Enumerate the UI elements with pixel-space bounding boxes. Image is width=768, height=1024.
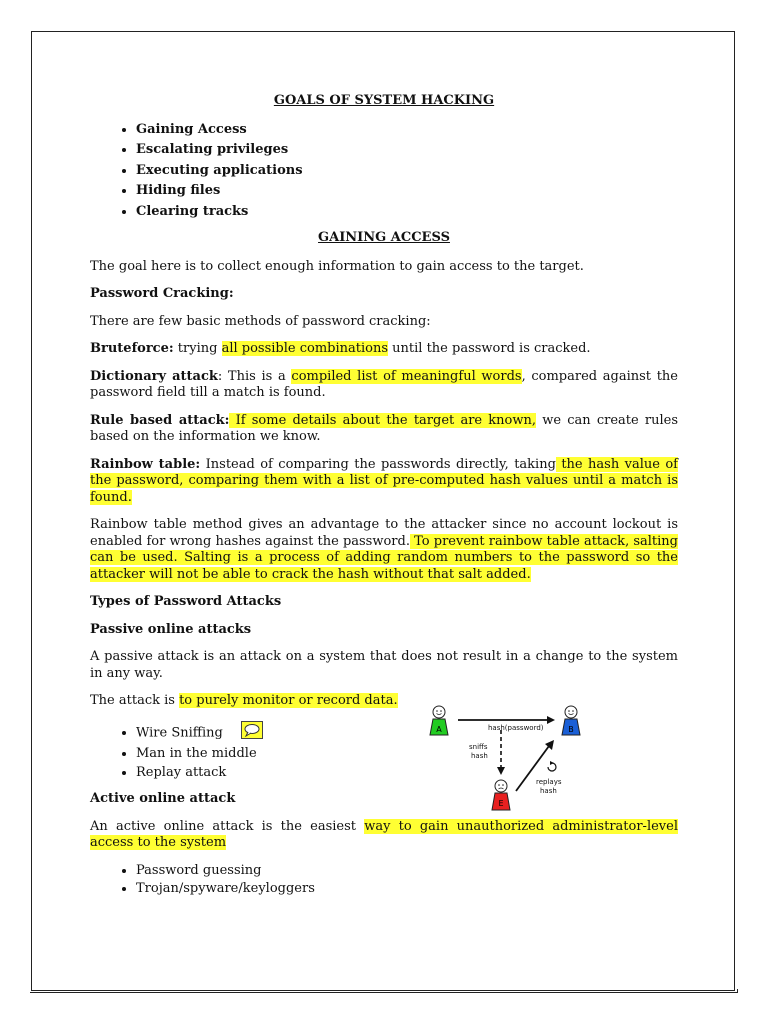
comment-icon[interactable] — [241, 721, 263, 745]
text-span: : This is a — [217, 368, 292, 384]
replays-label-hash: hash — [540, 787, 557, 795]
passive-heading: Passive online attacks — [90, 621, 252, 637]
node-e — [492, 780, 510, 810]
list-item: • Trojan/spyware/keyloggers — [136, 881, 678, 898]
arrowhead — [547, 716, 555, 724]
active-heading: Active online attack — [90, 791, 236, 806]
text-span: , compared against the password field till a match is found. — [90, 368, 678, 400]
node-e-label: E — [498, 799, 504, 808]
replay-icon-head — [550, 761, 554, 765]
types-heading: Types of Password Attacks — [90, 594, 282, 609]
pw-cracking-heading: Password Cracking: — [90, 286, 234, 301]
passive-desc: A passive attack is an attack on a system that does not result in a change to the system in any way. — [90, 649, 678, 681]
sniffs-label-hash: hash — [471, 752, 488, 760]
highlight: If some details about the target are known, — [229, 412, 537, 428]
text-span: The attack is — [90, 693, 180, 708]
highlight: compiled list of meaningful words — [291, 368, 522, 384]
node-a — [430, 706, 448, 735]
list-item: • Password guessing — [136, 863, 678, 880]
page-border-shadow — [30, 989, 738, 993]
replays-label: replays — [536, 778, 562, 786]
section-title: GAINING ACCESS — [318, 230, 450, 245]
highlight: the hash value of the password, comparing them with a list of pre-computed hash values until a match is found. — [90, 456, 678, 505]
bruteforce-label: Bruteforce: — [90, 341, 174, 356]
replay-icon — [548, 763, 556, 771]
goals-list — [90, 122, 678, 221]
active-desc — [90, 819, 678, 852]
list-item: • Replay attack — [136, 765, 678, 782]
text-span: we can create rules based on the information we know. — [90, 412, 678, 444]
list-item: • Gaining Access — [136, 122, 678, 139]
text-span: Instead of comparing the passwords directly, taking — [200, 456, 556, 472]
doc-title: GOALS OF SYSTEM HACKING — [273, 93, 495, 108]
rainbow-paragraph — [90, 457, 678, 507]
replay-attack-diagram — [424, 703, 590, 817]
intro-paragraph: The goal here is to collect enough information to gain access to the target. — [90, 258, 584, 274]
highlight: way to gain unauthorized administrator-level access to the system — [90, 818, 678, 850]
active-list — [90, 863, 678, 898]
dictionary-paragraph — [90, 369, 678, 402]
arrow-label: hash(password) — [488, 724, 544, 732]
dictionary-label: Dictionary attack — [90, 368, 218, 384]
text-span: Rainbow table method gives an advantage to the attacker since no account lockout is enabled for wrong hashes against the password. — [90, 517, 678, 549]
node-b-label: B — [568, 725, 574, 734]
list-item: • Hiding files — [136, 183, 678, 200]
pw-methods-paragraph: There are few basic methods of password cracking: — [90, 313, 431, 329]
node-b — [562, 706, 580, 735]
list-item: • Clearing tracks — [136, 204, 678, 221]
sniffs-label: sniffs — [469, 743, 488, 751]
list-item: • Executing applications — [136, 163, 678, 180]
text-span: trying — [173, 341, 222, 356]
text-span: until the password is cracked. — [388, 341, 591, 356]
list-item: • Man in the middle — [136, 746, 678, 763]
text-span: An active online attack is the easiest — [90, 818, 365, 834]
rule-based-paragraph — [90, 413, 678, 446]
bruteforce-paragraph — [90, 341, 678, 358]
node-a-label: A — [436, 725, 442, 734]
rainbow-label: Rainbow table: — [90, 456, 201, 472]
rule-based-label: Rule based attack: — [90, 412, 230, 428]
arrowhead — [497, 767, 505, 775]
highlight: all possible combinations — [221, 341, 389, 356]
highlight: to purely monitor or record data. — [179, 693, 398, 708]
rainbow-method-paragraph — [90, 517, 678, 583]
highlight: To prevent rainbow table attack, salting can be used. Salting is a process of adding random numbers to the password so the attacker will not be able to crack the hash without that salt added. — [90, 533, 678, 582]
list-item — [136, 721, 678, 745]
list-item-text: Wire Sniffing — [136, 724, 223, 740]
list-item: • Escalating privileges — [136, 142, 678, 159]
